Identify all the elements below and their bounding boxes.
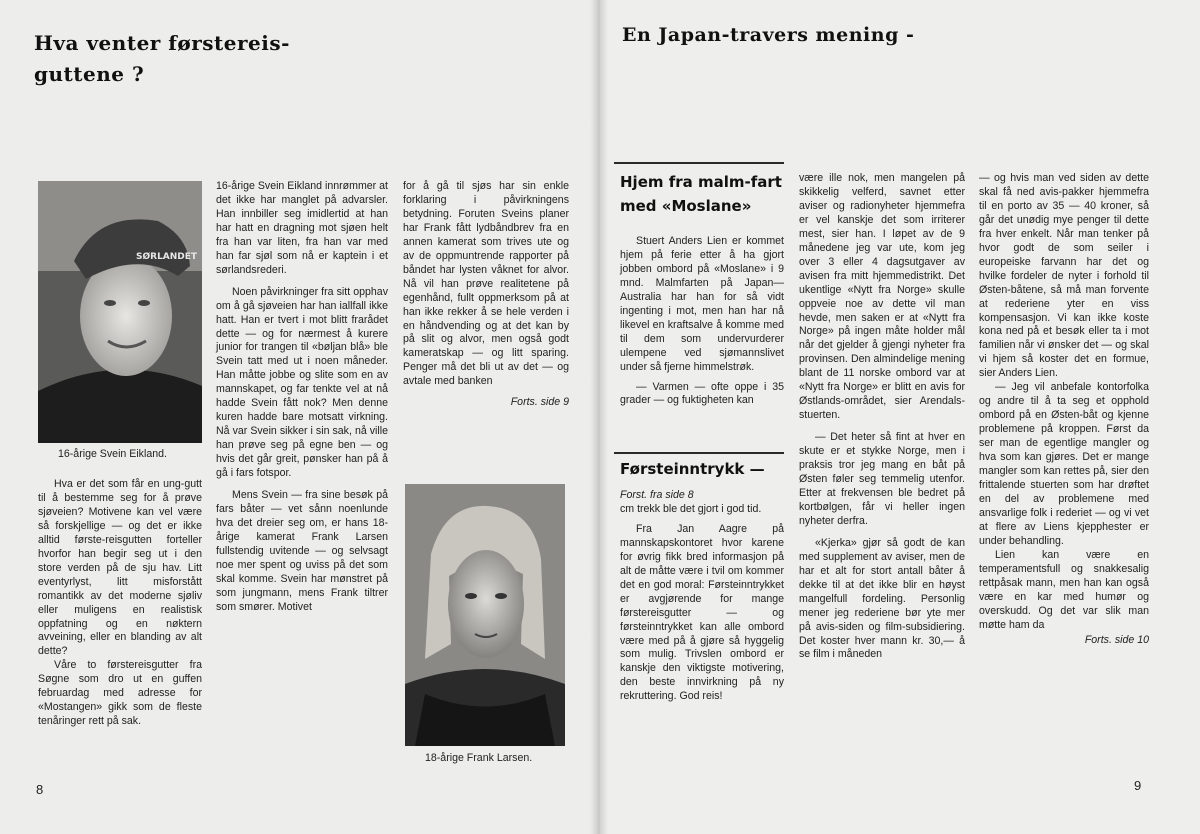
right-col3 [979,172,1149,648]
portrait-svein-icon [38,181,202,443]
page-number-left: 8 [36,782,44,797]
photo-frank-larsen [405,484,565,746]
page-number-right: 9 [1134,778,1142,793]
left-page [0,0,598,834]
left-headline-line2: guttene ? [34,62,145,86]
paragraph: — Varmen — ofte oppe i 35 grader — og fuktigheten kan [620,380,784,407]
paragraph: Lien kan være en temperamentsfull og snakkesalig rettpåsak mann, men han kan også være en kar med humør og overskudd. Og det var slik man møtte ham da [979,548,1149,631]
cap-text: SØRLANDET [136,252,198,262]
page-gutter [590,0,608,834]
paragraph: «Kjerka» gjør så godt de kan med supplement av aviser, men de har et alt for stort antall båter å dekke til at det ikke blir en høyst mangelfull fordeling. Personlig mener jeg rederiene bør yte mer på avis-siden og film-subsidiering. Det koster hver mann kr. 30,— å se film i måneden [799,536,965,661]
paragraph: — Det heter så fint at hver en skute er et stykke Norge, men i praksis tror jeg mang en båt på Østen føler seg temmelig utenfor. Etter at frekvensen ble bedret på kortbølgen, får vi heller ingen nyheter derfra. [799,431,965,527]
continued-note: Forts. side 10 [1084,634,1149,647]
portrait-frank-icon [405,484,565,746]
sub-top-rule [614,452,784,454]
left-headline-line1: Hva venter førstereis- [34,31,290,55]
paragraph: Fra Jan Aagre på mannskapskontoret hvor karene for øvrig fikk bred informasjon på alt de måtte være i tvil om kommer det en god moral: Førsteinntrykket er avgjørende for mange førstereisgutter — og førsteinntrykket kan alle ombord være med på å gjøre så hyggelig som mulig. Trivslen ombord er kanskje den viktigste motivering, den beste innvirkning på ny rekruttering. God reis! [620,522,784,703]
left-headline [34,28,290,90]
continued-from: Forst. fra side 8 [620,489,694,501]
right-col2 [799,172,965,662]
right-page [598,0,1200,834]
continued-note: Forts. side 9 [510,396,569,409]
paragraph: Mens Svein — fra sine besøk på fars båter — vet sånn noenlunde hva det dreier seg om, er hans 18-årige kamerat Frank Larsen fullstendig uvitende — og selvsagt noe mer spent og uviss på det som skal komme. Svein har mønstret på som jungmann, mens Frank tiltrer som smører. Motivet [216,489,388,613]
paragraph: være ille nok, men mangelen på skikkelig velferd, savnet etter aviser og radionyheter hjemmefra er vel kanskje det som irriterer mest, sier han. I løpet av de 9 månedene jeg var ute, kom jeg over 3 eller 4 dagsutgaver av avisen fra mitt hjemmedistrikt. Det ukentlige «Nytt fra Norge» skulle oppveie noe av dette vil man hevde, men saken er at «Nytt fra Norge» på ingen måte holder mål når det gjelder å gjengi nyheter fra provinsen. Den almindelige mening blant de 11 norske ombord var at «Nytt fra Norge» er blitt en avis for Østlands-området, sier Arendals-stuerten. [799,172,965,422]
paragraph: 16-årige Svein Eikland innrømmer at det ikke har manglet på advarsler. Han innbiller seg imidlertid at han har hatt en dragning mot sjøen helt fra han var liten, fra han var med han far sjøl som nå er kaptein i et sørlandsrederi. [216,180,388,276]
box-top-rule [614,162,784,164]
right-col1b [620,489,784,704]
photo1-caption: 16-årige Svein Eikland. [58,448,167,460]
right-headline: En Japan-travers mening - [622,24,915,46]
paragraph: — Jeg vil anbefale kontorfolka og andre til å ta seg et opphold ombord på en Østen-båt og kjenne problemene på kroppen. Først da ser man de egentlige mangler og hva som kan gjøres. Det er mange mangler som kan rettes på, sier den frittalende stuerten som har drøftet en del av problemene med ansvarlige folk i rederiet — og vi vet at flere av Liens kjepphester er under behandling. [979,381,1149,547]
photo2-caption: 18-årige Frank Larsen. [425,752,533,764]
left-col3 [403,180,569,410]
paragraph: — og hvis man ved siden av dette skal få ned avis-pakker hjemmefra til en porto av 35 — 40 kroner, så går det unødig mye penger til dette fra hver enkelt. Når man tenker på hvor godt de som seiler i europeiske farvann har det og hvilke fordeler de nyter i forhold til Østen-båtene, så må man forvente at rederiene yter en viss kompensasjon. Vi kan ikke koste kona ned på et besøk eller ta i mot familien når vi ønsker det — og skal vi hjem så koster det en formue, sier Anders Lien. [979,172,1149,380]
photo-svein-eikland [38,181,202,443]
paragraph: Hva er det som får en ung-gutt til å bestemme seg for å prøve sjøveien? Motivene kan vel være så forskjellige — og det er ikke alltid første-reisgutten forteller hvorfor han begir seg ut i den store verden på de sju hav. Litt eventyrlyst, litt misforstått romantikk av det moderne sjøliv eller muligens en realistisk oppfatning og en nøktern avveining, eller en blanding av alt dette? [38,478,202,658]
box-title [620,170,782,218]
box-title-line2: med «Moslane» [620,197,752,215]
box-title-line1: Hjem fra malm-fart [620,173,782,191]
right-col1 [620,235,784,408]
paragraph: Stuert Anders Lien er kommet hjem på ferie etter å ha gjort jobben ombord på «Moslane» i 9 mnd. Malmfarten på Japan—Australia har han for så vidt ingenting i mot, men han har nå likevel en kraftsalve å komme med til dem som undervurderer ulempene ved sjømannslivet under så fjerne himmelstrøk. [620,235,784,373]
paragraph: cm trekk ble det gjort i god tid. [620,502,762,515]
left-col1 [38,478,202,729]
paragraph: Noen påvirkninger fra sitt opphav om å gå sjøveien har han iallfall ikke hatt. Han er tvert i mot blitt frarådet dette — og for nærmest å kurere junior for trangen til «bøljan blå» ble Svein tatt med ut i noen måneder. Han måtte jobbe og slite som en av mannskapet, og far tenkte vel at nå hadde Svein fått nok? Men denne kuren hadde bare motsatt virkning. Nå var Svein sikker i sin sak, nå ville han prøve seg på egne ben — og hvis det går greit, pønsker han på å gå i fars fotspor. [216,285,388,480]
paragraph: for å gå til sjøs har sin enkle forklaring i påvirkningens betydning. Foruten Sveins planer har Frank fått lydbåndbrev fra en annen kamerat som trives ute og av de oppmuntrende rapporter på båndet har lysten våknet for alvor. Nå vil han prøve realitetene på egenhånd, fullt oppmerksom på at han ikke rekker å se hele verden i en håndvending og at det kan by på slit og alvor, men også godt kameratskap — og litt sparing. Penger må det bli ut av det — og avtale med banken [403,180,569,388]
left-col2 [216,180,388,615]
paragraph: Våre to førstereisgutter fra Søgne som dro ut en guffen februardag med adresse for «Mostangen» gikk som de fleste tenåringer rett på sak. [38,659,202,728]
sub-title: Førsteinntrykk — [620,460,765,478]
